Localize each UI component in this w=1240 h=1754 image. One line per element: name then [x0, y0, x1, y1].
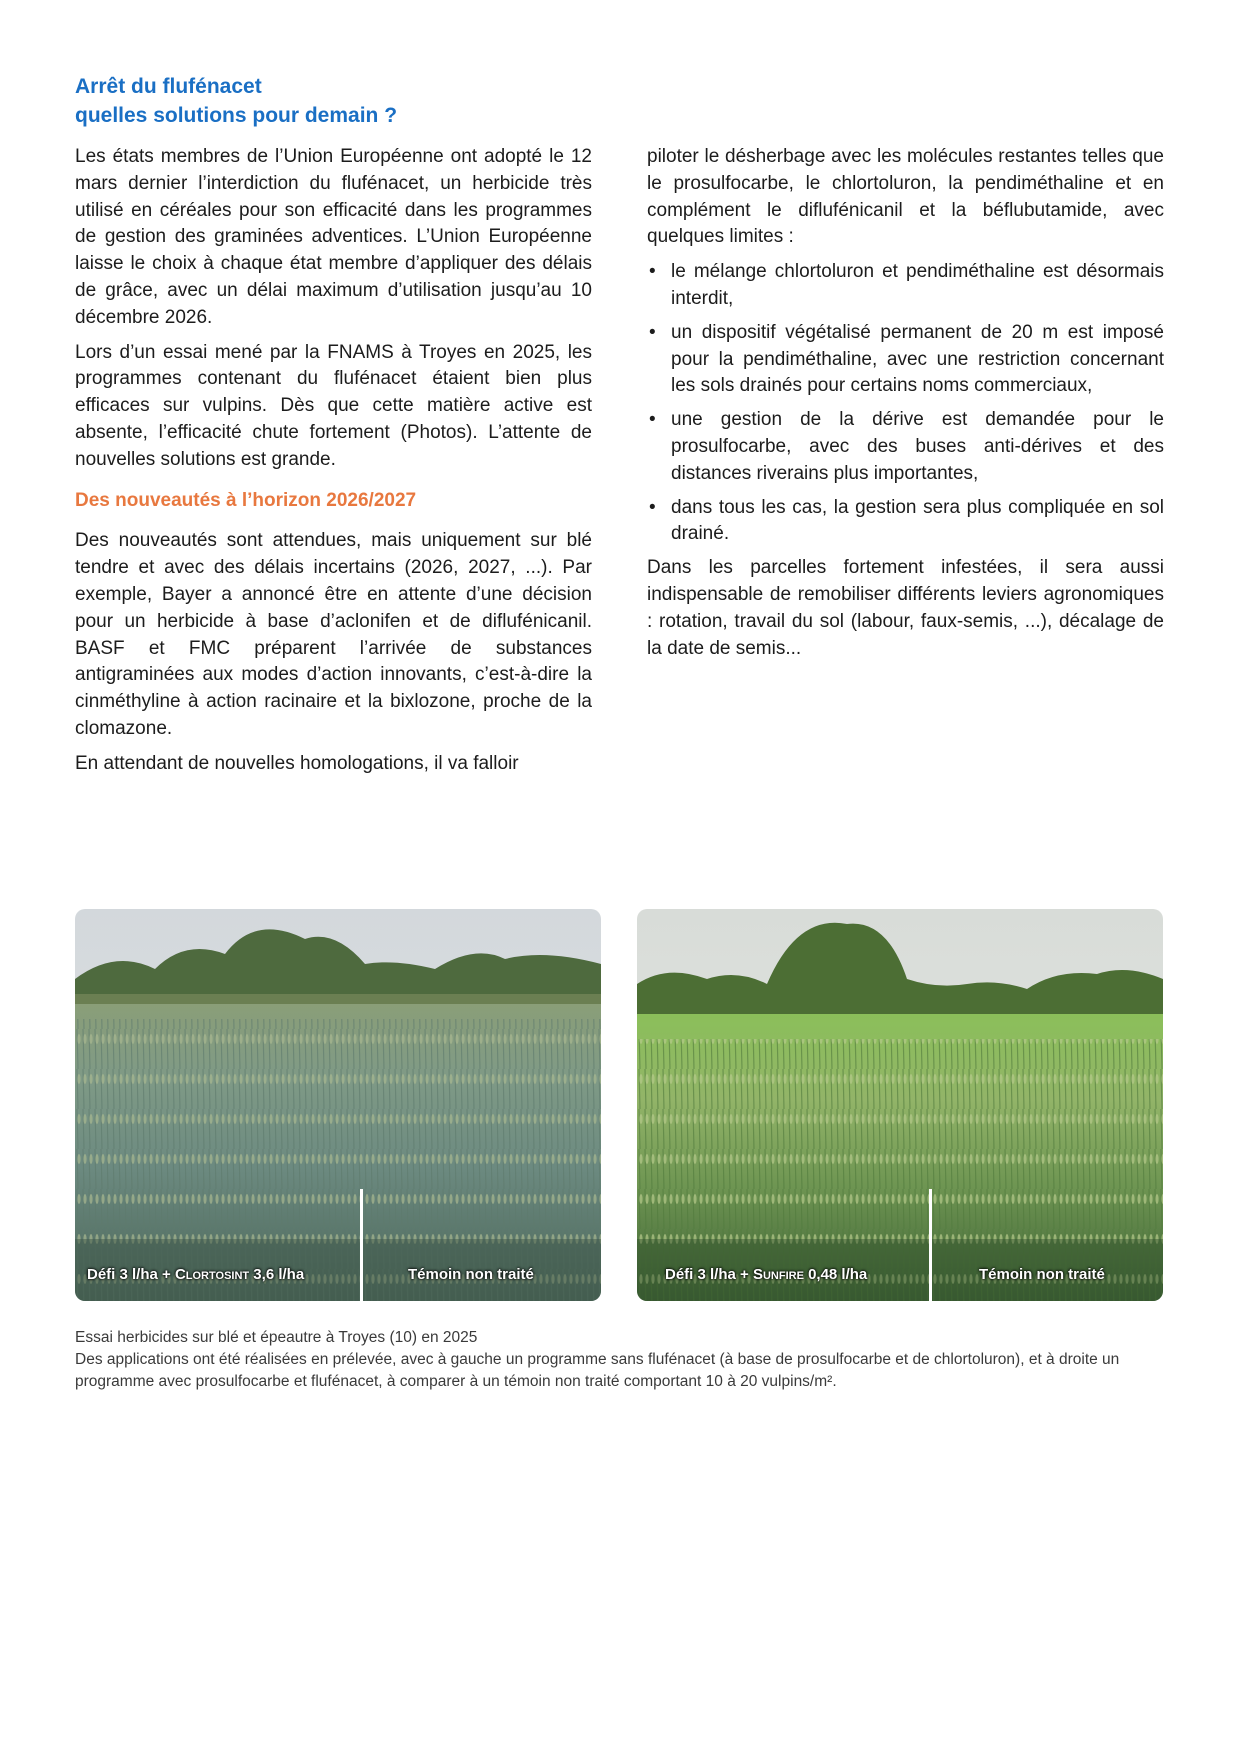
paragraph: En attendant de nouvelles homologations, il va falloir [75, 752, 519, 774]
field-photo-right [637, 909, 1163, 1301]
treated-label [665, 1266, 867, 1283]
paragraph: Lors d’un essai mené par la FNAMS à Troyes en 2025, les programmes contenant du flufénacet étaient bien plus efficaces sur vulpins. Dès que cette matière active est absente, l’efficacité chute fortement (Photos). L’attente de nouvelles solutions est grande. [75, 341, 592, 470]
article-title [75, 72, 595, 130]
title-line-1: Arrêt du flufénacet [75, 75, 262, 98]
product-name: Sunfire [752, 1266, 804, 1283]
left-column [75, 144, 592, 786]
right-column [647, 144, 1164, 670]
title-line-2: quelles solutions pour demain ? [75, 104, 398, 127]
list-item: • un dispositif végétalisé permanent de 20 m est imposé pour la pendiméthaline, avec une restriction concernant les sols drainés pour certains noms commerciaux, [647, 320, 1164, 400]
photo-caption [75, 1327, 1165, 1393]
control-label: Témoin non traité [979, 1266, 1105, 1283]
list-item: • une gestion de la dérive est demandée pour le prosulfocarbe, avec des buses anti-dérives et des distances riverains plus importantes, [647, 407, 1164, 487]
plot-divider [929, 1189, 932, 1301]
list-item: • le mélange chlortoluron et pendiméthaline est désormais interdit, [647, 259, 1164, 313]
list-item: • dans tous les cas, la gestion sera plus compliquée en sol drainé. [647, 495, 1164, 549]
label-part: Défi 3 l/ha + [665, 1266, 753, 1283]
paragraph: Des nouveautés sont attendues, mais uniquement sur blé tendre et avec des délais incertains (2026, 2027, ...). Par exemple, Bayer a annoncé être en attente d’une décision pour un herbicide à base d’aclonifen et de diflufénicanil. BASF et FMC préparent l’arrivée de substances antigraminées aux modes d’action innovants, c’est-à-dire la cinméthyline à action racinaire et la bixlozone, proche de la clomazone. [75, 530, 592, 739]
label-part: Défi 3 l/ha + [87, 1266, 175, 1283]
product-name: Clortosint [174, 1266, 250, 1283]
paragraph: piloter le désherbage avec les molécules restantes telles que le prosulfocarbe, le chlortoluron, la pendiméthaline et en complément le diflufénicanil et la béflubutamide, avec quelques limites : [647, 146, 1164, 248]
bullet-list [647, 259, 1164, 548]
caption-text: Des applications ont été réalisées en prélevée, avec à gauche un programme sans flufénacet (à base de prosulfocarbe et de chlortoluron), et à droite un programme avec prosulfocarbe et flufénacet, à comparer à un témoin non traité comportant 10 à 20 vulpins/m². [75, 1351, 1120, 1390]
field-photo-left [75, 909, 601, 1301]
paragraph: Dans les parcelles fortement infestées, il sera aussi indispensable de remobiliser différents leviers agronomiques : rotation, travail du sol (labour, faux-semis, ...), décalage de la date de semis... [647, 557, 1164, 659]
treated-label [87, 1266, 304, 1283]
section-subheading: Des nouveautés à l’horizon 2026/2027 [75, 489, 417, 511]
label-part: 0,48 l/ha [803, 1266, 868, 1283]
plot-divider [360, 1189, 363, 1301]
paragraph: Les états membres de l’Union Européenne ont adopté le 12 mars dernier l’interdiction du flufénacet, un herbicide très utilisé en céréales pour son efficacité dans les programmes de gestion des graminées adventices. L’Union Européenne laisse le choix à chaque état membre d’appliquer des délais de grâce, avec un délai maximum d’utilisation jusqu’au 10 décembre 2026. [75, 146, 592, 328]
label-part: 3,6 l/ha [249, 1266, 305, 1283]
control-label: Témoin non traité [408, 1266, 534, 1283]
caption-title: Essai herbicides sur blé et épeautre à Troyes (10) en 2025 [75, 1329, 478, 1346]
